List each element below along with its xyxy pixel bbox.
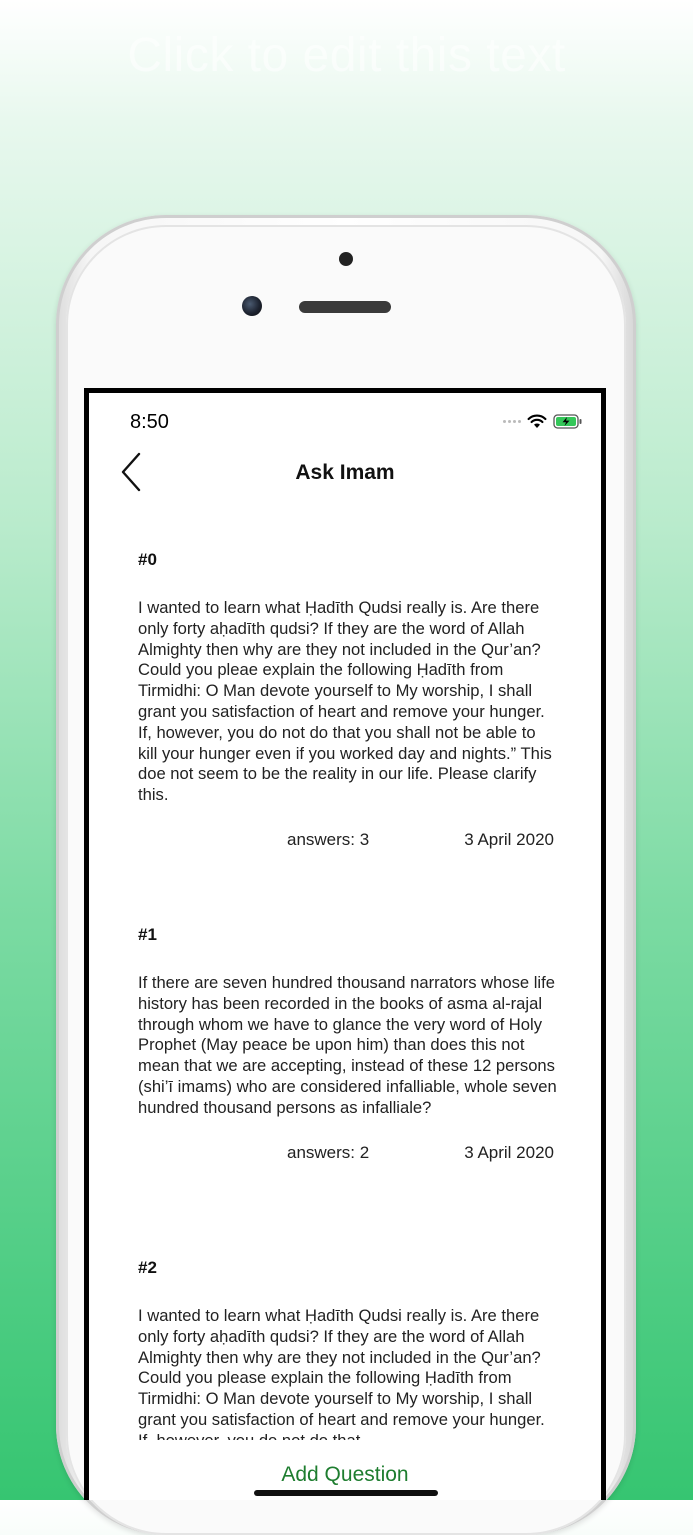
battery-charging-icon <box>553 414 583 429</box>
promo-caption: Click to edit this text <box>127 29 566 82</box>
question-date: 3 April 2020 <box>464 1142 554 1162</box>
question-text: I wanted to learn what Ḥadīth Qudsi really is. Are there only forty aḥadīth qudsi? If they are the word of Allah Almighty then why are they not included in the Qur’an? Could you pleae explain the following Ḥadīth from Tirmidhi: O Man devote yourself to My worship, I shall grant you satisfaction of heart and remove your hunger. If, however, you do not do that you shall not be able to kill your hunger even if you worked day and nights.” This doe not seem to be the reality in our life. Please clarify this. <box>138 598 552 805</box>
wifi-icon <box>527 414 547 429</box>
status-icons <box>503 411 583 431</box>
question-text: If there are seven hundred thousand narrators whose life history has been recorded in the books of asma al-rajal through whom we have to glance the very word of Holy Prophet (May peace be upon him) than does this not mean that we are accepting, instead of these 12 persons (shi’ī imams) who are considered infalliable, whole seven hundred thousand persons as infalliale? <box>138 973 557 1117</box>
question-meta <box>138 830 558 854</box>
question-item[interactable] <box>138 1258 558 1430</box>
status-time: 8:50 <box>130 411 169 433</box>
cellular-signal-icon <box>503 420 521 423</box>
answers-count: answers: 3 <box>287 829 370 849</box>
app-screen <box>89 393 601 1500</box>
earpiece-speaker <box>299 301 391 313</box>
question-meta <box>138 1143 558 1167</box>
front-camera <box>242 296 262 316</box>
answers-count: answers: 2 <box>287 1142 370 1162</box>
question-item[interactable] <box>138 925 558 1167</box>
question-text: I wanted to learn what Ḥadīth Qudsi really is. Are there only forty aḥadīth qudsi? If they are the word of Allah Almighty then why are they not included in the Qur’an? Could you please explain the following Ḥadīth from Tirmidhi: O Man devote yourself to My worship, I shall grant you satisfaction of heart and remove your hunger. <box>138 1306 545 1429</box>
add-question-button[interactable]: Add Question <box>281 1463 409 1486</box>
home-indicator[interactable] <box>254 1490 438 1496</box>
question-number: #0 <box>138 550 157 569</box>
question-number: #1 <box>138 925 157 944</box>
question-item[interactable] <box>138 550 558 854</box>
question-number: #2 <box>138 1258 157 1277</box>
proximity-sensor <box>339 252 353 266</box>
page-title: Ask Imam <box>295 461 395 484</box>
question-date: 3 April 2020 <box>464 829 554 849</box>
